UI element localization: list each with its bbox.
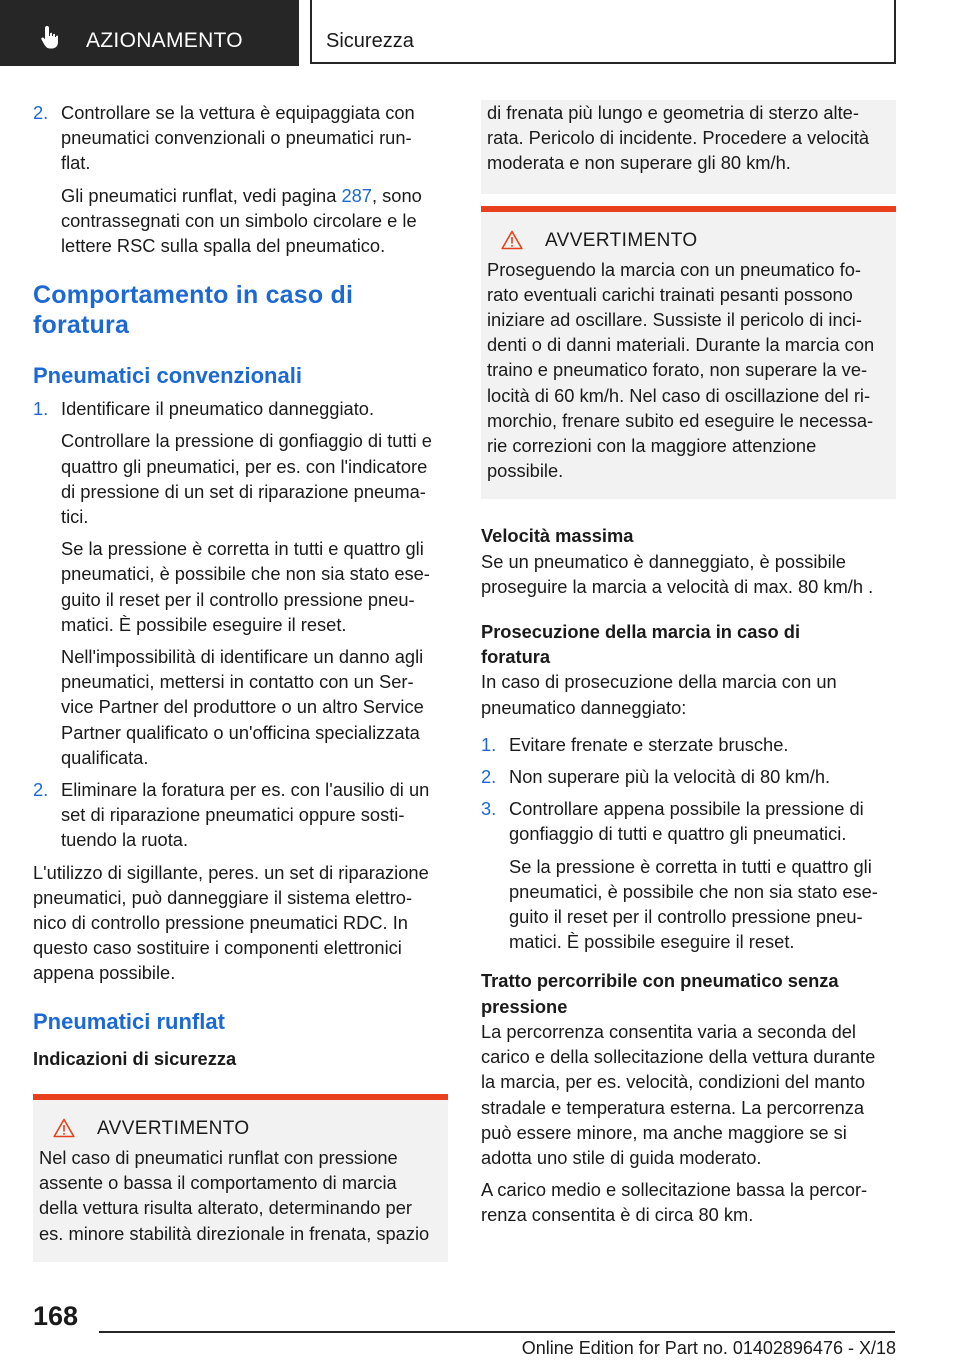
item-note: Controllare la pressione di gonfiaggio di tutti e quattro gli pneumatici, per es. con l'indicatore di pressione di un set di riparazione pneuma‐ tici. <box>61 430 432 528</box>
body-paragraph: Se un pneumatico è danneggiato, è possibile proseguire la marcia a velocità di max. 80 km/h . <box>481 550 874 597</box>
item-note: Se la pressione è corretta in tutti e quattro gli pneumatici, è possibile che non sia stato ese‐ guito il reset per il controllo pressione pneu‐ matici. È possibile eseguire il reset. <box>509 855 878 953</box>
item-text: Controllare se la vettura è equipaggiata con pneumatici convenzionali o pneumatici run‐ flat. <box>61 102 415 174</box>
body-paragraph: In caso di prosecuzione della marcia con un pneumatico danneggiato: <box>481 671 837 718</box>
list-number: 2. <box>33 779 49 801</box>
item-text: Non superare più la velocità di 80 km/h. <box>509 766 831 788</box>
warning-continuation <box>481 100 896 194</box>
edition-note: Online Edition for Part no. 01402896476 - X/18 <box>521 1338 896 1358</box>
list-number: 2. <box>33 102 49 123</box>
minor-heading: Tratto percorribile con pneumatico senza pressione <box>481 970 839 1017</box>
right-column <box>481 100 896 1228</box>
subsection-box <box>310 0 896 64</box>
list-number: 1. <box>481 733 497 755</box>
warning-box <box>481 206 896 500</box>
subsection-heading: Pneumatici runflat <box>33 1008 225 1034</box>
warning-box <box>33 1094 448 1262</box>
item-text: Eliminare la foratura per es. con l'ausilio di un set di riparazione pneumatici oppure sosti‐ tuendo la ruota. <box>61 779 430 851</box>
hand-pointer-icon <box>38 24 64 50</box>
item-note: Gli pneumatici runflat, vedi pagina 287, sono contrassegnati con un simbolo circolare e le lettere RSC sulla spalla del pneumatico. <box>61 184 422 257</box>
list-item <box>33 777 448 853</box>
list-number: 2. <box>481 766 497 788</box>
warning-title: AVVERTIMENTO <box>39 1116 442 1141</box>
left-column <box>33 100 448 1262</box>
item-text: Controllare appena possibile la pressione di gonfiaggio di tutti e quattro gli pneumatici. <box>509 798 864 845</box>
minor-heading: Velocità massima <box>481 525 634 547</box>
list-number: 3. <box>481 798 497 820</box>
item-note: Se la pressione è corretta in tutti e quattro gli pneumatici, è possibile che non sia stato ese‐ guito il reset per il controllo pressione pneu‐ matici. È possibile eseguire il reset. <box>61 538 430 635</box>
warning-text: di frenata più lungo e geometria di sterzo alte‐ rata. Pericolo di incidente. Procedere a velocità moderata e non superare gli 80 km/h. <box>487 102 870 174</box>
list-item <box>33 396 448 770</box>
warning-title: AVVERTIMENTO <box>487 228 890 253</box>
warning-triangle-icon <box>53 1118 75 1138</box>
footer-divider <box>99 1331 895 1333</box>
subsection-heading: Pneumatici convenzionali <box>33 363 302 389</box>
minor-heading: Prosecuzione della marcia in caso di foratura <box>481 621 801 668</box>
section-heading: Comportamento in caso di foratura <box>33 281 354 340</box>
body-paragraph: A carico medio e sollecitazione bassa la percor‐ renza consentita è di circa 80 km. <box>481 1179 868 1226</box>
warning-text: Nel caso di pneumatici runflat con pressione assente o bassa il comportamento di marcia della vettura risulta alterato, determinando per es. minore stabilità direzionale in frenata, spazio <box>39 1146 430 1244</box>
section-title: AZIONAMENTO <box>86 29 243 52</box>
list-item <box>481 796 896 954</box>
item-note: Nell'impossibilità di identificare un danno agli pneumatici, mettersi in contatto con un Ser‐ vice Partner del produttore o un altro Service Partner qualificato o un'officina specializzata qualificata. <box>61 646 424 768</box>
page-header <box>0 0 960 66</box>
list-item <box>481 732 896 757</box>
list-item <box>33 100 448 258</box>
list-item <box>481 764 896 789</box>
item-text: Identificare il pneumatico danneggiato. <box>61 398 375 420</box>
warning-triangle-icon <box>501 230 523 250</box>
list-number: 1. <box>33 398 49 420</box>
page-number: 168 <box>33 1301 79 1331</box>
subsection-title: Sicurezza <box>326 30 414 52</box>
section-tab <box>0 0 299 66</box>
warning-text: Proseguendo la marcia con un pneumatico fo‐ rato eventuali carichi trainati pesanti possono iniziare ad oscillare. Sussiste il pericolo di inci‐ denti o di danni materiali. Durante la marcia con traino e pneumatico forato, non superare la ve‐ locità di 60 km/h. Nel caso di oscillazione del ri‐ morchio, frenare subito ed eseguire le necessa‐ rie correzioni con la maggiore attenzione possibile. <box>487 258 875 482</box>
body-paragraph: La percorrenza consentita varia a seconda del carico e della sollecitazione della vettura durante la marcia, per es. velocità, condizioni del manto stradale e temperatura esterna. La percorrenza può essere minore, ma anche maggiore se si adotta uno stile di guida moderato. <box>481 1020 876 1168</box>
page-link[interactable]: 287 <box>341 184 372 206</box>
body-paragraph: L'utilizzo di sigillante, peres. un set di riparazione pneumatici, può danneggiare il sistema elettro‐ nico di controllo pressione pneumatici RDC. In questo caso sostituire i componenti elettronici appena possibile. <box>33 861 429 984</box>
minor-heading: Indicazioni di sicurezza <box>33 1047 237 1069</box>
item-text: Evitare frenate e sterzate brusche. <box>509 733 789 755</box>
